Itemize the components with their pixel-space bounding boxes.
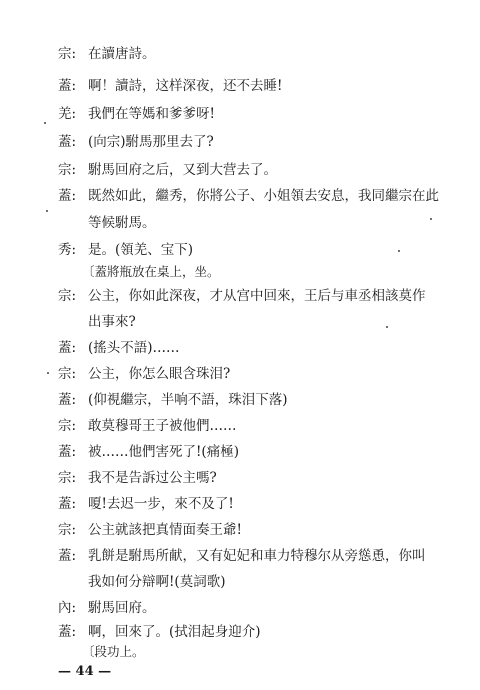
speaker-label: 宗:: [58, 288, 77, 304]
speaker-label: 蓋:: [58, 188, 77, 204]
dialogue-text: 我不是告訴过公主嗎?: [88, 470, 217, 486]
speaker-label: 蓋:: [58, 624, 77, 640]
dialogue-text: (仰視繼宗，半响不語，珠泪下落): [88, 392, 288, 408]
dialogue-text: 公主，你如此深夜，才从宫中回來，王后与車丞相該莫作: [88, 288, 426, 304]
scan-speck: [386, 326, 388, 328]
dialogue-line: [58, 520, 450, 540]
dialogue-line: [58, 76, 450, 96]
speaker-label: 宗:: [58, 46, 77, 62]
dialogue-text: 敢莫穆哥王子被他們……: [88, 418, 237, 434]
scan-speck: [46, 210, 48, 212]
dialogue-line: [58, 44, 450, 64]
speaker-label: 蓋:: [58, 78, 77, 94]
scan-speck: [47, 372, 49, 374]
dialogue-text: (搖头不語)……: [88, 340, 180, 356]
dialogue-line: [58, 286, 450, 306]
dialogue-line: [58, 160, 450, 180]
dialogue-line: [58, 364, 450, 384]
dialogue-continuation: 出事來?: [88, 314, 136, 330]
speaker-label: 蓋:: [58, 134, 77, 150]
dialogue-line: [58, 240, 450, 260]
stage-direction: 〔蓋將瓶放在桌上，坐。: [82, 264, 220, 279]
dialogue-line: [58, 416, 450, 436]
speaker-label: 宗:: [58, 522, 77, 538]
dialogue-line: [58, 104, 450, 124]
dialogue-text: 是。(領羌、宝下): [88, 242, 194, 258]
dialogue-text: 駙馬回府之后，又到大营去了。: [88, 162, 277, 178]
dialogue-continuation: 等候駙馬。: [88, 215, 156, 231]
dialogue-line: [58, 598, 450, 618]
scan-speck: [430, 218, 432, 220]
dialogue-line: [58, 338, 450, 358]
speaker-label: 宗:: [58, 162, 77, 178]
dialogue-line: [58, 546, 450, 566]
scan-speck: [398, 250, 400, 252]
speaker-label: 內:: [58, 600, 77, 616]
dialogue-line: [58, 390, 450, 410]
speaker-label: 蓋:: [58, 340, 77, 356]
speaker-label: 蓋:: [58, 496, 77, 512]
dialogue-text: 啊！讀詩，这样深夜，还不去睡!: [88, 78, 283, 94]
speaker-label: 宗:: [58, 366, 77, 382]
dialogue-continuation: 我如何分辯啊!(莫詞歌): [88, 574, 226, 590]
speaker-label: 蓋:: [58, 444, 77, 460]
dialogue-text: 嗄!去迟一步，來不及了!: [88, 496, 234, 512]
dialogue-text: 既然如此，繼秀，你將公子、小姐領去安息，我同繼宗在此: [88, 188, 439, 204]
speaker-label: 蓋:: [58, 392, 77, 408]
dialogue-line: [58, 132, 450, 152]
dialogue-text: 被……他們害死了!(痛極): [88, 444, 239, 460]
dialogue-text: (向宗)駙馬那里去了?: [88, 134, 214, 150]
dialogue-line: [58, 186, 450, 206]
stage-direction: 〔段功上。: [82, 644, 145, 659]
scan-speck: [44, 122, 46, 124]
dialogue-text: 公主就該把真情面奏王爺!: [88, 522, 242, 538]
dialogue-text: 在讀唐詩。: [88, 46, 156, 62]
dialogue-text: 我們在等媽和爹爹呀!: [88, 106, 215, 122]
speaker-label: 宗:: [58, 418, 77, 434]
speaker-label: 秀:: [58, 242, 77, 258]
page-number: — 44 —: [58, 664, 112, 679]
dialogue-text: 公主，你怎么眼含珠泪?: [88, 366, 231, 382]
dialogue-line: [58, 494, 450, 514]
dialogue-line: [58, 442, 450, 462]
speaker-label: 羌:: [58, 106, 77, 122]
speaker-label: 蓋:: [58, 548, 77, 564]
dialogue-text: 乳餅是駙馬所献，又有妃妃和車力特穆尔从旁慫恿，你叫: [88, 548, 426, 564]
dialogue-line: [58, 468, 450, 488]
dialogue-text: 駙馬回府。: [88, 600, 156, 616]
dialogue-text: 啊，回來了。(拭泪起身迎介): [88, 624, 261, 640]
speaker-label: 宗:: [58, 470, 77, 486]
dialogue-line: [58, 622, 450, 642]
